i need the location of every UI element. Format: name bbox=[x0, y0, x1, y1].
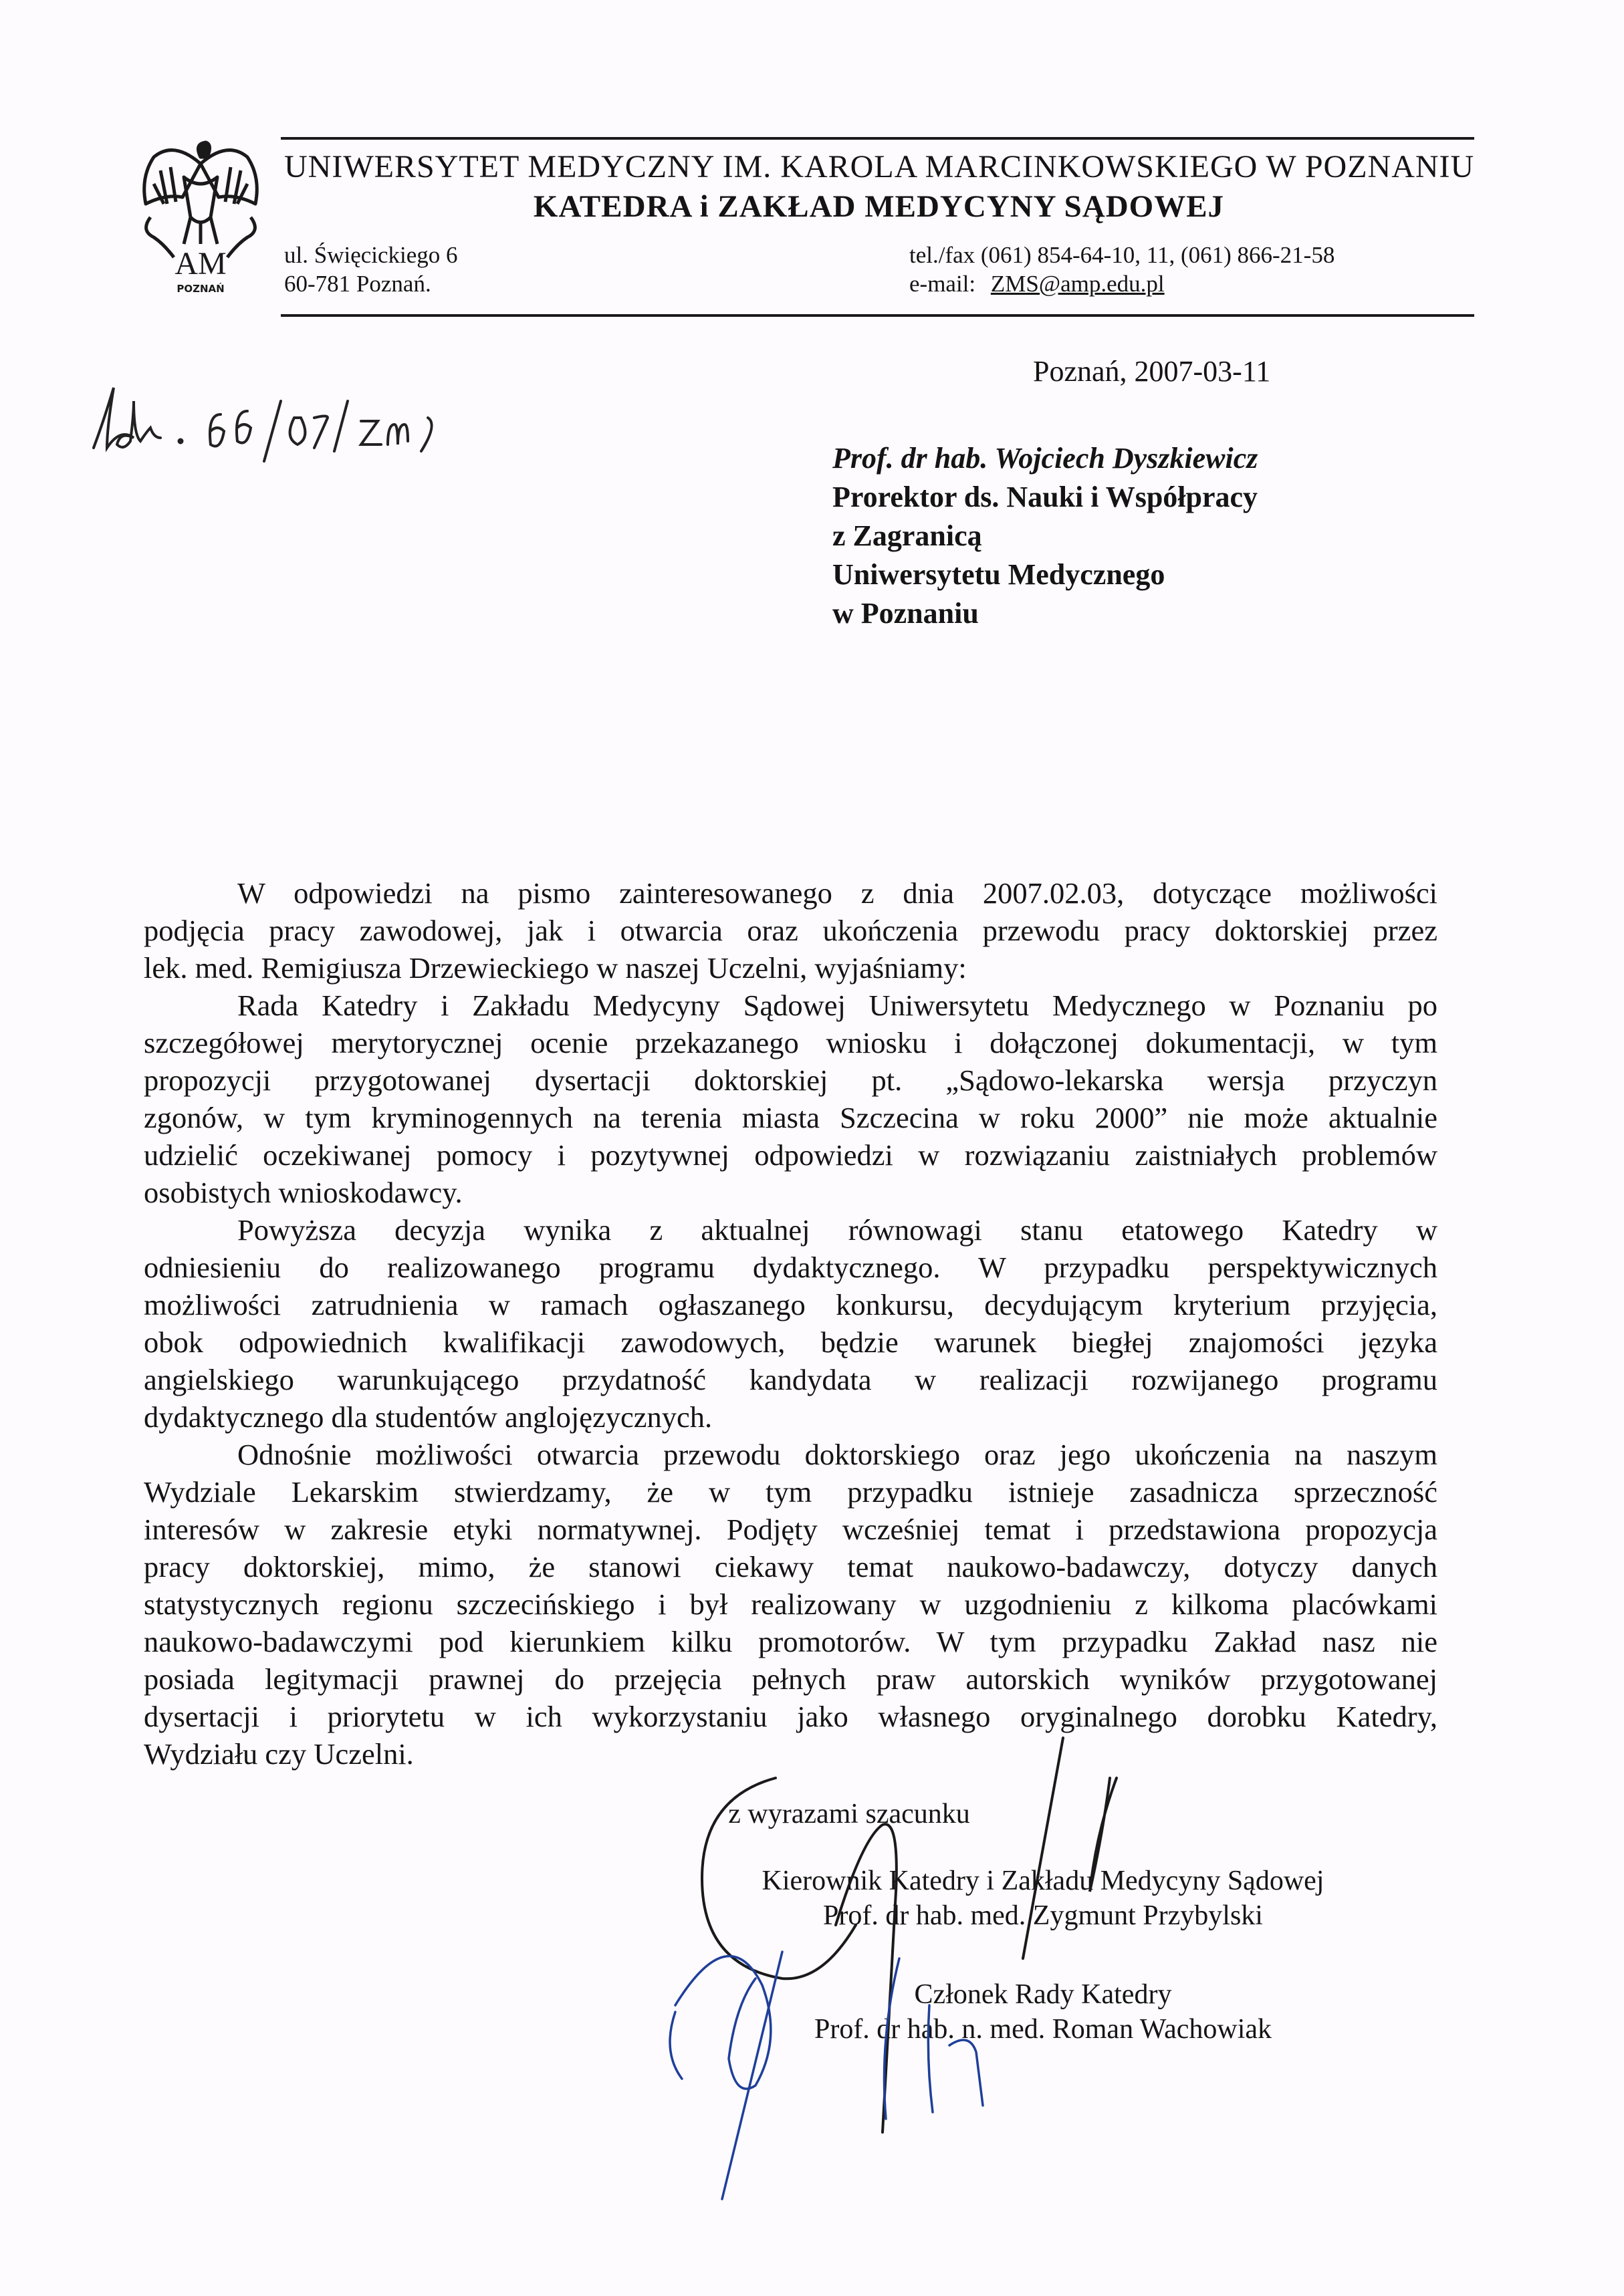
logo-caption: POZNAŃ bbox=[177, 283, 225, 295]
body-line: zgonów, w tym kryminogennych na terenia miasta Szczecina w roku 2000” nie może aktualnie bbox=[144, 1101, 1437, 1134]
signatory-name: Prof. dr hab. n. med. Roman Wachowiak bbox=[814, 2014, 1272, 2045]
body-line: obok odpowiednich kwalifikacji zawodowych, będzie warunek biegłej znajomości języka bbox=[144, 1325, 1437, 1359]
letterhead-bottom-rule bbox=[281, 314, 1474, 317]
recipient-line: w Poznaniu bbox=[832, 597, 979, 630]
university-name: UNIWERSYTET MEDYCZNY IM. KAROLA MARCINKOWSKIEGO W POZNANIU bbox=[284, 149, 1475, 184]
body-line: Wydziału czy Uczelni. bbox=[144, 1737, 414, 1771]
signatory-name: Prof. dr hab. med. Zygmunt Przybylski bbox=[823, 1900, 1263, 1931]
body-line: W odpowiedzi na pismo zainteresowanego z dnia 2007.02.03, dotyczące możliwości bbox=[237, 876, 1437, 910]
street-address: ul. Święcickiego 6 bbox=[284, 242, 458, 268]
body-line: podjęcia pracy zawodowej, jak i otwarcia oraz ukończenia przewodu pracy doktorskiej przez bbox=[144, 914, 1437, 947]
body-line: dydaktycznego dla studentów anglojęzycznych. bbox=[144, 1400, 713, 1434]
closing-salutation: z wyrazami szacunku bbox=[728, 1799, 970, 1829]
recipient-line: Uniwersytetu Medycznego bbox=[832, 558, 1165, 591]
department-name: KATEDRA i ZAKŁAD MEDYCYNY SĄDOWEJ bbox=[533, 189, 1225, 224]
email-label: e-mail: bbox=[909, 271, 976, 297]
phone-fax: tel./fax (061) 854-64-10, 11, (061) 866-21-58 bbox=[909, 242, 1335, 268]
body-line: Rada Katedry i Zakładu Medycyny Sądowej Uniwersytetu Medycznego w Poznaniu po bbox=[237, 989, 1437, 1022]
signatory-title: Kierownik Katedry i Zakładu Medycyny Sądowej bbox=[762, 1866, 1324, 1896]
body-line: interesów w zakresie etyki normatywnej. Podjęty wcześniej temat i przedstawiona propozycja bbox=[144, 1513, 1437, 1546]
logo-letters: AM bbox=[175, 246, 227, 281]
body-line: odniesieniu do realizowanego programu dydaktycznego. W przypadku perspektywicznych bbox=[144, 1251, 1437, 1284]
body-line: naukowo-badawczymi pod kierunkiem kilku promotorów. W tym przypadku Zakład nasz nie bbox=[144, 1625, 1437, 1658]
body-line: angielskiego warunkującego przydatność kandydata w realizacji rozwijanego programu bbox=[144, 1363, 1437, 1396]
body-line: osobistych wnioskodawcy. bbox=[144, 1176, 463, 1209]
letter-date: Poznań, 2007-03-11 bbox=[1033, 355, 1271, 388]
body-line: Wydziale Lekarskim stwierdzamy, że w tym przypadku istnieje zasadnicza sprzeczność bbox=[144, 1475, 1437, 1509]
handwritten-reference bbox=[80, 374, 455, 475]
body-line: szczegółowej merytorycznej ocenie przekazanego wniosku i dołączonej dokumentacji, w tym bbox=[144, 1026, 1437, 1059]
signatory-title: Członek Rady Katedry bbox=[914, 1979, 1172, 2010]
body-line: możliwości zatrudnienia w ramach ogłaszanego konkursu, decydującym kryterium przyjęcia, bbox=[144, 1288, 1437, 1321]
postal-city: 60-781 Poznań. bbox=[284, 271, 431, 297]
letterhead-top-rule bbox=[281, 137, 1474, 140]
email-row bbox=[909, 271, 1165, 297]
email-link[interactable]: ZMS@amp.edu.pl bbox=[990, 271, 1165, 297]
body-line: Odnośnie możliwości otwarcia przewodu doktorskiego oraz jego ukończenia na naszym bbox=[237, 1438, 1437, 1471]
body-line: propozycji przygotowanej dysertacji doktorskiej pt. „Sądowo-lekarska wersja przyczyn bbox=[144, 1063, 1437, 1097]
body-line: statystycznych regionu szczecińskiego i był realizowany w uzgodnieniu z kilkoma placówkami bbox=[144, 1587, 1437, 1621]
recipient-line: z Zagranicą bbox=[832, 519, 982, 552]
body-line: Powyższa decyzja wynika z aktualnej równowagi stanu etatowego Katedry w bbox=[237, 1213, 1437, 1247]
recipient-line: Prorektor ds. Nauki i Współpracy bbox=[832, 481, 1258, 513]
body-line: posiada legitymacji prawnej do przejęcia pełnych praw autorskich wyników przygotowanej bbox=[144, 1662, 1437, 1696]
body-line: udzielić oczekiwanej pomocy i pozytywnej odpowiedzi w rozwiązaniu zaistniałych problemów bbox=[144, 1138, 1437, 1172]
body-line: pracy doktorskiej, mimo, że stanowi ciekawy temat naukowo-badawczy, dotyczy danych bbox=[144, 1550, 1437, 1583]
body-line: dysertacji i priorytetu w ich wykorzystaniu jako własnego oryginalnego dorobku Katedry, bbox=[144, 1700, 1437, 1733]
body-line: lek. med. Remigiusza Drzewieckiego w naszej Uczelni, wyjaśniamy: bbox=[144, 951, 967, 985]
recipient-name: Prof. dr hab. Wojciech Dyszkiewicz bbox=[832, 442, 1258, 475]
